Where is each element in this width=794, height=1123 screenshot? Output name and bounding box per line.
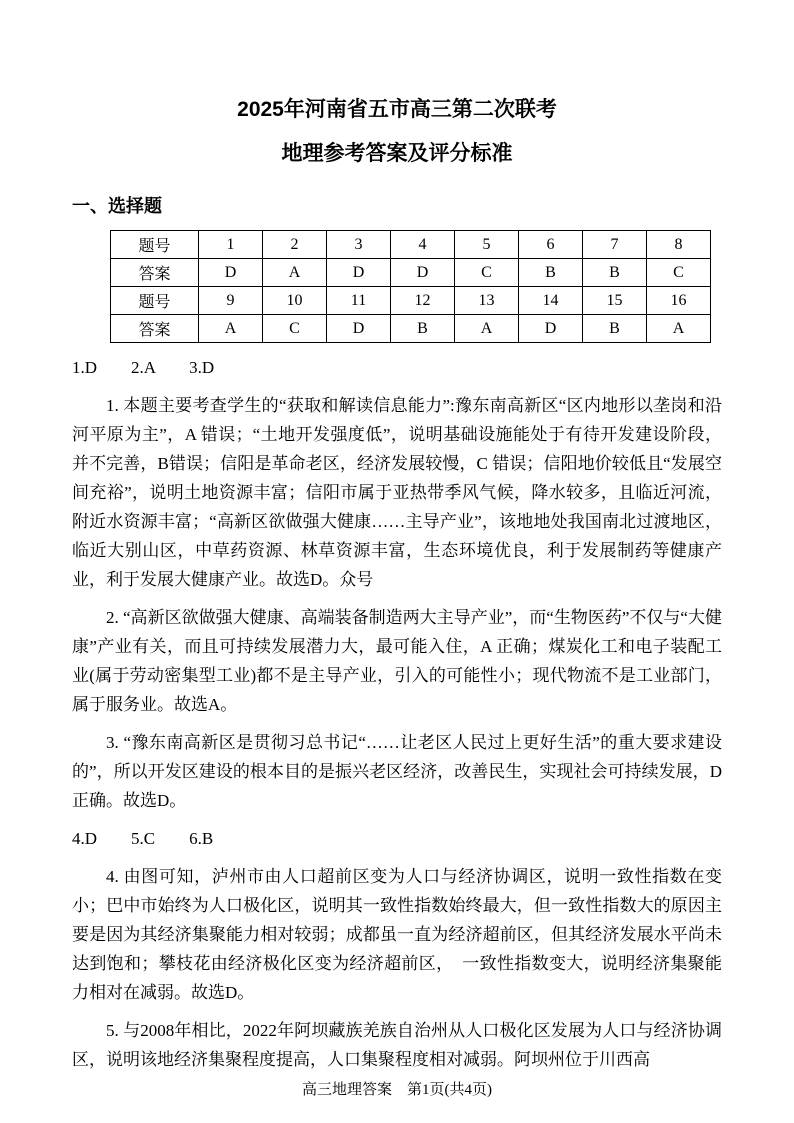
answer-cell: A xyxy=(199,315,263,343)
explanation-paragraph: 3. “豫东南高新区是贯彻习总书记“……让老区人民过上更好生活”的重大要求建设的”，所以开发区建设的根本目的是振兴老区经济，改善民生，实现社会可持续发展，D正确。故选D。 xyxy=(72,733,722,810)
answer-cell: C xyxy=(647,259,711,287)
answer-cell: 7 xyxy=(583,231,647,259)
document-title-line2: 地理参考答案及评分标准 xyxy=(281,142,513,165)
answer-cell: 4 xyxy=(391,231,455,259)
section-heading-choice: 一、选择题 xyxy=(72,196,162,216)
answer-cell: 11 xyxy=(327,287,391,315)
answer-cell: A xyxy=(263,259,327,287)
answer-cell: 15 xyxy=(583,287,647,315)
answer-cell: 9 xyxy=(199,287,263,315)
answer-table-row xyxy=(111,259,711,287)
answer-cell: 13 xyxy=(455,287,519,315)
answer-table-row xyxy=(111,315,711,343)
row-label-cell: 题号 xyxy=(111,231,199,259)
explanation-paragraph: 2. “高新区欲做强大健康、高端装备制造两大主导产业”，而“生物医药”不仅与“大健康”产业有关，而且可持续发展潜力大，最可能入住，A 正确；煤炭化工和电子装配工业(属于劳动密集型工业)都不是主导产业，引入的可能性小；现代物流不是工业部门，属于服务业。故选A。 xyxy=(72,608,722,714)
answer-cell: D xyxy=(327,259,391,287)
explanation-paragraph: 1. 本题主要考查学生的“获取和解读信息能力”:豫东南高新区“区内地形以垄岗和沿河平原为主”，A 错误；“土地开发强度低”，说明基础设施能处于有待开发建设阶段，并不完善，B错误；信阳是革命老区，经济发展较慢，C 错误；信阳地价较低且“发展空间充裕”，说明土地资源丰富；信阳市属于亚热带季风气候，降水较多，且临近河流，附近水资源丰富；“高新区欲做强大健康……主导产业”，该地地处我国南北过渡地区，临近大别山区，中草药资源、林草资源丰富，生态环境优良，利于发展制药等健康产业，利于发展大健康产业。故选D。众号 xyxy=(72,396,722,589)
document-title-line1: 2025年河南省五市高三第二次联考 xyxy=(237,98,557,121)
answer-cell: 5 xyxy=(455,231,519,259)
answer-cell: D xyxy=(391,259,455,287)
page-footer: 高三地理答案 第1页(共4页) xyxy=(302,1082,492,1098)
answer-table-row xyxy=(111,231,711,259)
answer-cell: D xyxy=(199,259,263,287)
row-label-cell: 题号 xyxy=(111,287,199,315)
answer-cell: C xyxy=(455,259,519,287)
answer-explanations xyxy=(72,353,722,1074)
answer-cell: A xyxy=(455,315,519,343)
answer-cell: 10 xyxy=(263,287,327,315)
answer-cell: 2 xyxy=(263,231,327,259)
answer-summary-line: 4.D 5.C 6.B xyxy=(72,829,214,848)
answer-cell: 8 xyxy=(647,231,711,259)
answer-table-body xyxy=(111,231,711,343)
answer-cell: D xyxy=(519,315,583,343)
answer-cell: 12 xyxy=(391,287,455,315)
answer-cell: B xyxy=(583,315,647,343)
answer-cell: 3 xyxy=(327,231,391,259)
answer-cell: 1 xyxy=(199,231,263,259)
answer-cell: B xyxy=(583,259,647,287)
answer-cell: D xyxy=(327,315,391,343)
answer-cell: 16 xyxy=(647,287,711,315)
answer-cell: A xyxy=(647,315,711,343)
row-label-cell: 答案 xyxy=(111,315,199,343)
answer-cell: B xyxy=(391,315,455,343)
row-label-cell: 答案 xyxy=(111,259,199,287)
explanation-paragraph: 5. 与2008年相比，2022年阿坝藏族羌族自治州从人口极化区发展为人口与经济协调区，说明该地经济集聚程度提高，人口集聚程度相对减弱。阿坝州位于川西高 xyxy=(72,1021,722,1069)
answer-cell: 6 xyxy=(519,231,583,259)
answer-table-row xyxy=(111,287,711,315)
answer-cell: B xyxy=(519,259,583,287)
answer-table xyxy=(110,230,711,343)
answer-cell: C xyxy=(263,315,327,343)
explanation-paragraph: 4. 由图可知，泸州市由人口超前区变为人口与经济协调区，说明一致性指数在变小；巴中市始终为人口极化区，说明其一致性指数始终最大，但一致性指数大的原因主要是因为其经济集聚能力相对较弱；成都虽一直为经济超前区，但其经济发展水平尚未达到饱和；攀枝花由经济极化区变为经济超前区， 一致性指数变大，说明经济集聚能力相对在减弱。故选D。 xyxy=(72,867,722,1002)
answer-cell: 14 xyxy=(519,287,583,315)
answer-summary-line: 1.D 2.A 3.D xyxy=(72,358,215,377)
